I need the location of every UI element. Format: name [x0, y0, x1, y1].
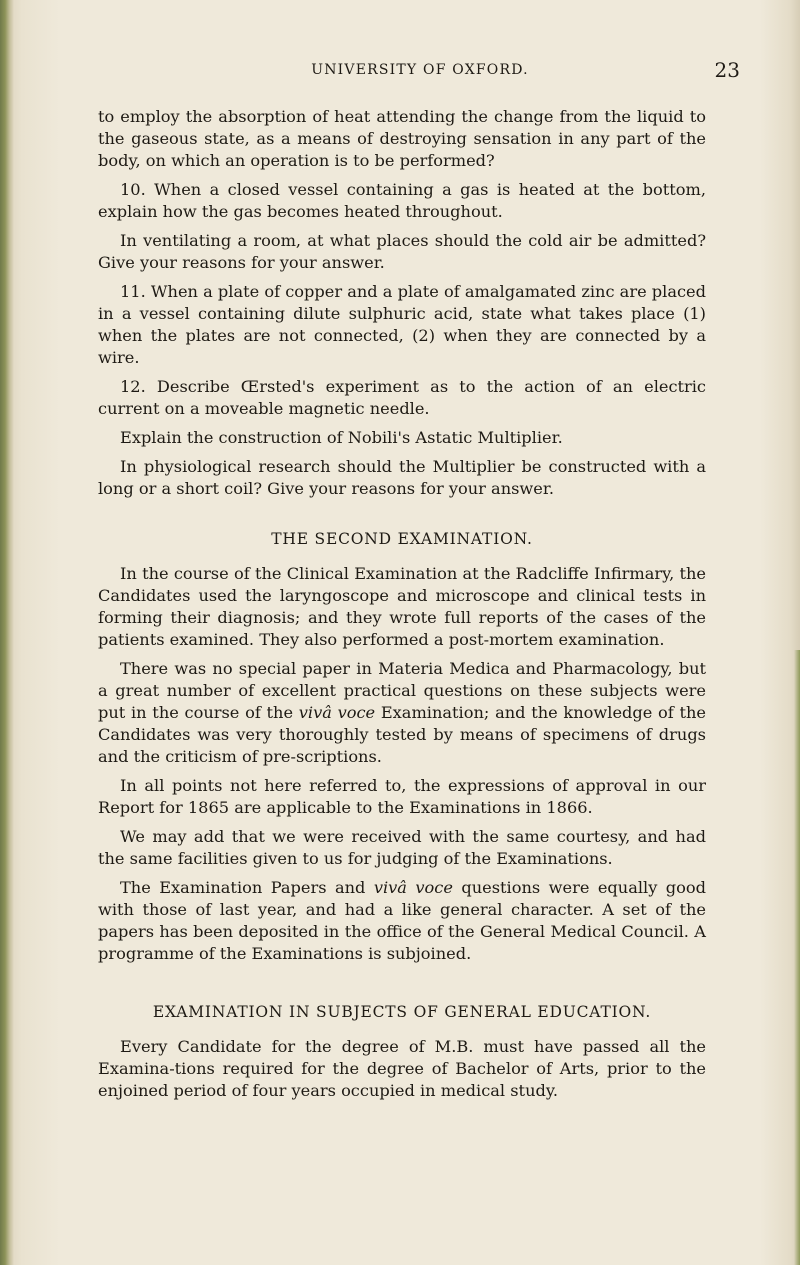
- paragraph: In all points not here referred to, the expressions of approval in our Report for 1865 are applicable to the Examinations in 1866.: [98, 776, 706, 817]
- italic-text: vivâ voce: [298, 703, 376, 722]
- paragraph: Explain the construction of Nobili's Astatic Multiplier.: [120, 428, 563, 447]
- page-header: [100, 58, 740, 84]
- page-body: [98, 106, 706, 1109]
- text-span: Examination; and the knowledge of the Candidates was very thoroughly tested by means of specimens of drugs and the criticism of pre-scriptions.: [98, 703, 706, 766]
- paragraph: [98, 658, 706, 768]
- running-head: UNIVERSITY OF OXFORD.: [311, 62, 529, 78]
- section-heading-second-examination: THE SECOND EXAMINATION.: [271, 530, 533, 548]
- paragraph: In ventilating a room, at what places should the cold air be admitted? Give your reasons for your answer.: [98, 231, 706, 272]
- question-12: 12. Describe Œrsted's experiment as to the action of an electric current on a moveable magnetic needle.: [98, 377, 706, 418]
- paragraph-continued: to employ the absorption of heat attending the change from the liquid to the gaseous state, as a means of destroying sensation in any part of the body, on which an operation is to be performed?: [98, 107, 706, 170]
- text-span: The Examination Papers and: [120, 878, 374, 897]
- binding-edge: [0, 0, 14, 1265]
- page-edge-shadow: [794, 650, 800, 1265]
- paragraph: [98, 877, 706, 965]
- question-10: 10. When a closed vessel containing a gas is heated at the bottom, explain how the gas becomes heated throughout.: [98, 180, 706, 221]
- text-span: questions were equally good with those of last year, and had a like general character. A set of the papers has been deposited in the office of the General Medical Council. A programme of the Examinations is subjoined.: [98, 878, 706, 963]
- paragraph: In physiological research should the Multiplier be constructed with a long or a short coil? Give your reasons for your answer.: [98, 457, 706, 498]
- italic-text: vivâ voce: [373, 878, 453, 897]
- section-heading-general-education: EXAMINATION IN SUBJECTS OF GENERAL EDUCATION.: [152, 1003, 652, 1021]
- paragraph: We may add that we were received with the same courtesy, and had the same facilities given to us for judging of the Examinations.: [98, 827, 706, 868]
- question-11: 11. When a plate of copper and a plate of amalgamated zinc are placed in a vessel containing dilute sulphuric acid, state what takes place (1) when the plates are not connected, (2) when they are connected by a wire.: [98, 282, 706, 367]
- paragraph: In the course of the Clinical Examination at the Radcliffe Infirmary, the Candidates used the laryngoscope and microscope and clinical tests in forming their diagnosis; and they wrote full reports of the cases of the patients examined. They also performed a post-mortem examination.: [98, 564, 706, 649]
- paragraph: Every Candidate for the degree of M.B. must have passed all the Examina-tions required for the degree of Bachelor of Arts, prior to the enjoined period of four years occupied in medical study.: [98, 1037, 706, 1100]
- text-span: There was no special paper in Materia Medica and Pharmacology, but a great number of excellent practical questions on these subjects were put in the course of the: [98, 659, 706, 722]
- page-number: 23: [714, 58, 740, 82]
